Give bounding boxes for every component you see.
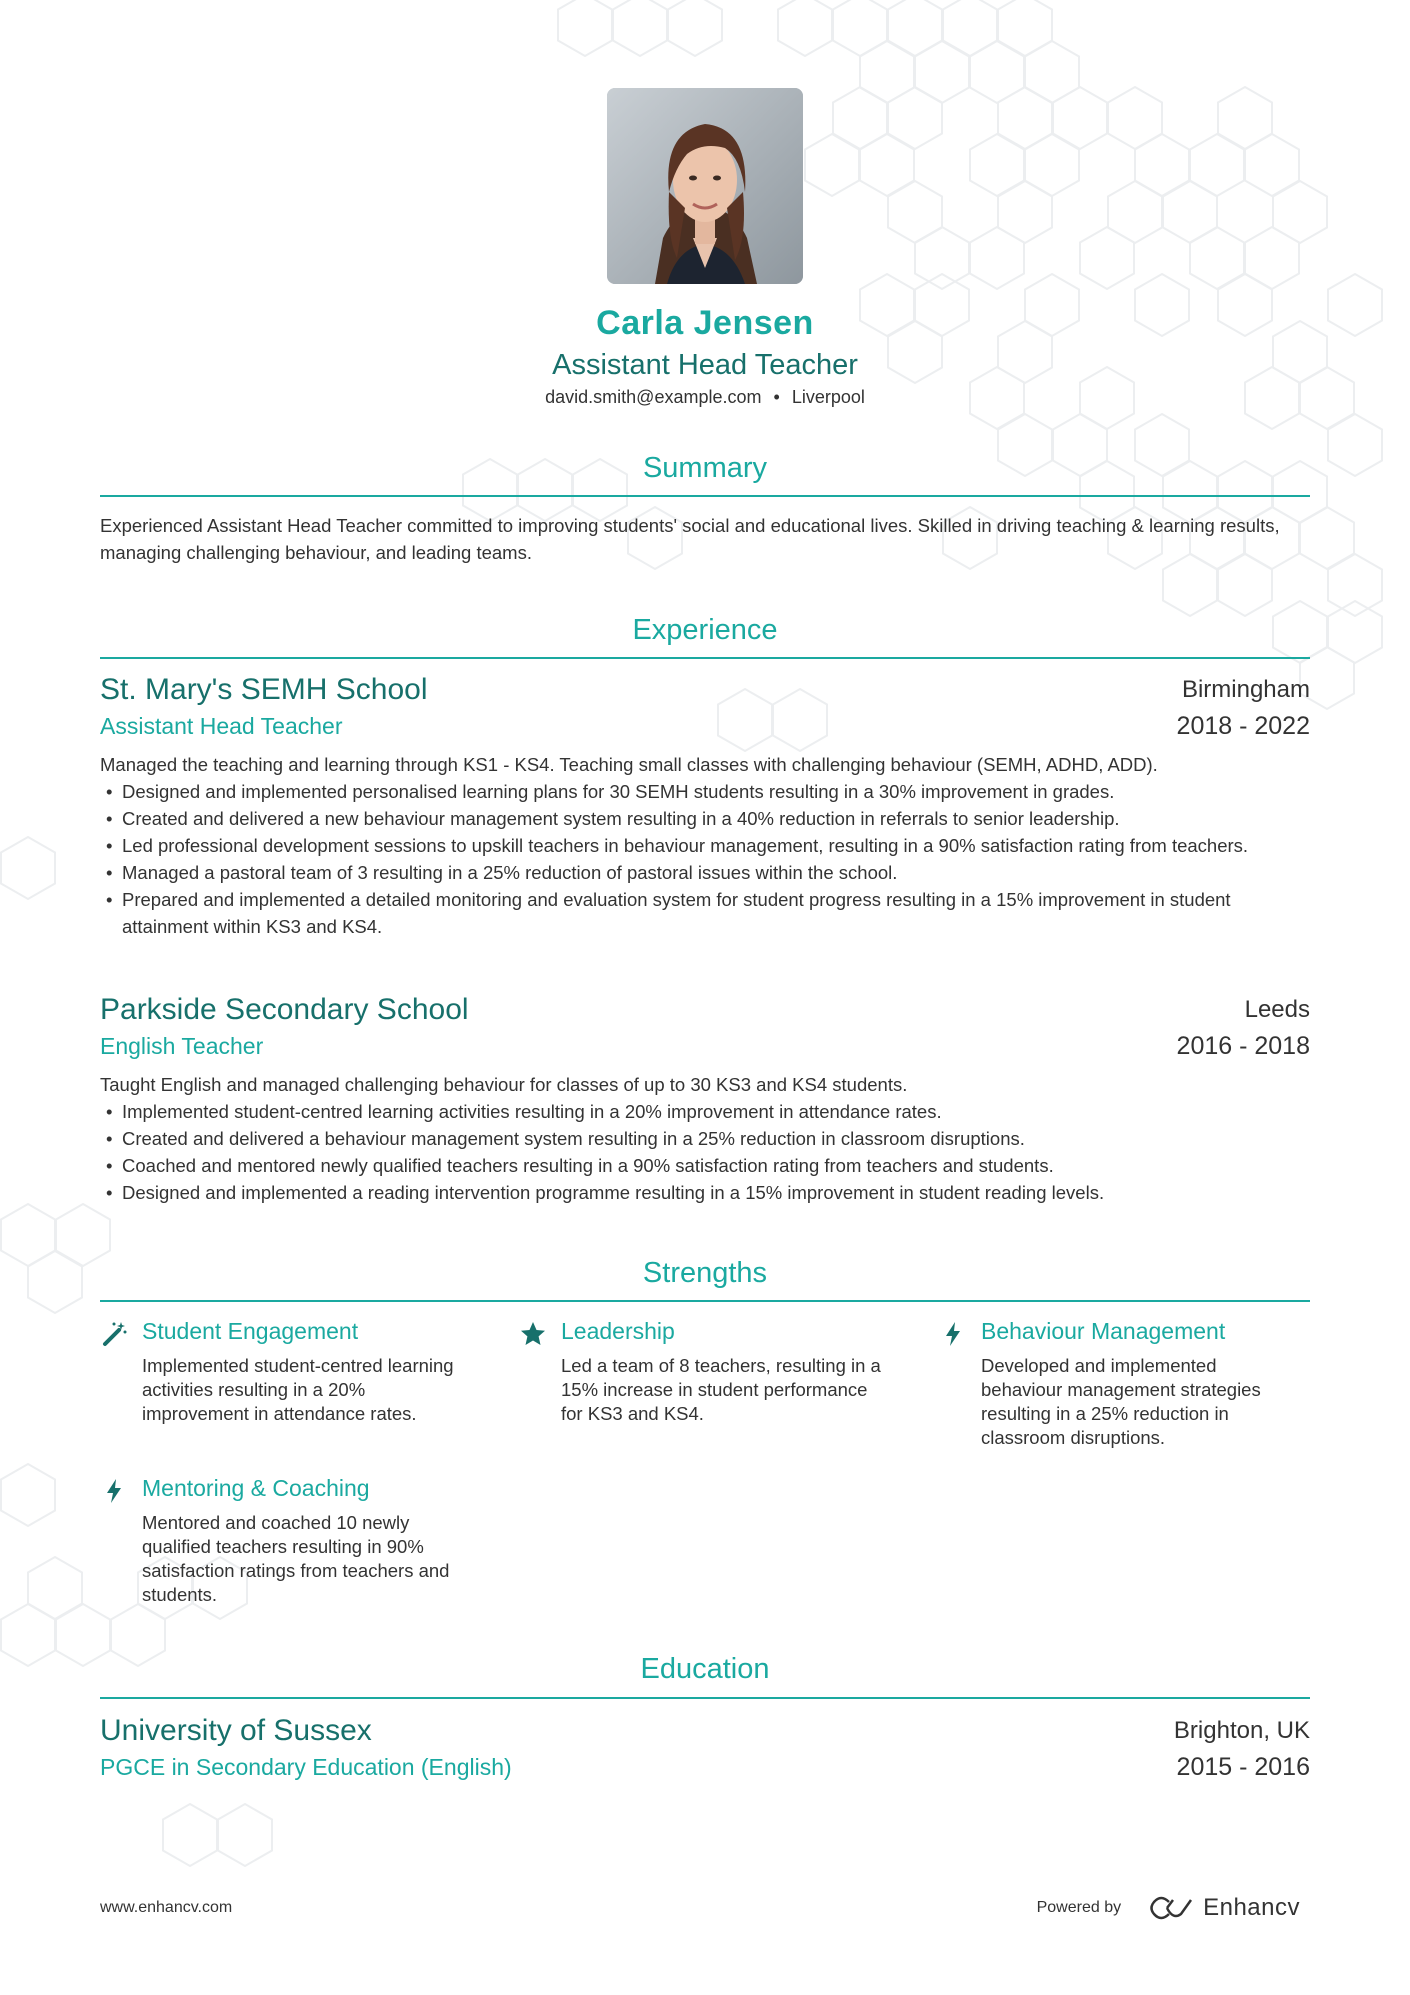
star-icon xyxy=(519,1320,547,1348)
list-item: • Designed and implemented a reading intervention programme resulting in a 15% improvement in student reading levels. xyxy=(106,1182,1105,1203)
job-location: Leeds xyxy=(1244,996,1310,1023)
job-location: Birmingham xyxy=(1181,676,1310,703)
strength-item xyxy=(100,1318,460,1448)
magic-wand-icon xyxy=(100,1320,128,1348)
job-dates: 2018 - 2022 xyxy=(1176,712,1310,740)
lightning-icon xyxy=(939,1320,967,1348)
education-location: Brighton, UK xyxy=(1173,1717,1310,1744)
list-item: • Managed a pastoral team of 3 resulting in a 25% reduction of pastoral issues within the school. xyxy=(106,862,898,883)
job-organization: St. Mary's SEMH School xyxy=(100,673,428,706)
list-item: • Created and delivered a behaviour management system resulting in a 25% reduction in classroom disruptions. xyxy=(106,1128,1025,1149)
job-bullet-list xyxy=(100,1098,1310,1206)
strength-description: Developed and implemented behaviour management strategies resulting in a 25% reduction in classroom disruptions. xyxy=(981,1355,1261,1448)
education-degree: PGCE in Secondary Education (English) xyxy=(100,1754,512,1780)
job-bullet-list xyxy=(100,778,1310,940)
strength-item xyxy=(519,1318,879,1448)
section-title-strengths: Strengths xyxy=(642,1257,768,1289)
brand-name: Enhancv xyxy=(1203,1894,1300,1921)
bullet-text: Designed and implemented a reading intervention programme resulting in a 15% improvement in student reading levels. xyxy=(122,1182,1105,1203)
contact-separator: • xyxy=(773,387,780,407)
section-title-summary: Summary xyxy=(642,452,768,484)
job-role: Assistant Head Teacher xyxy=(100,713,343,739)
section-title-education: Education xyxy=(640,1653,770,1685)
email-link[interactable]: david.smith@example.com xyxy=(545,387,762,407)
strength-item xyxy=(939,1318,1299,1448)
section-divider xyxy=(100,1697,1310,1699)
job-role: English Teacher xyxy=(100,1033,264,1059)
section-divider xyxy=(100,1300,1310,1302)
list-item: • Prepared and implemented a detailed monitoring and evaluation system for student progress resulting in a 15% improvement in student attainment within KS3 and KS4. xyxy=(106,889,1231,937)
job-dates: 2016 - 2018 xyxy=(1176,1032,1310,1060)
strength-title: Student Engagement xyxy=(142,1318,359,1344)
bullet-text: Prepared and implemented a detailed monitoring and evaluation system for student progress resulting in a 15% improvement in student attainment within KS3 and KS4. xyxy=(122,889,1231,937)
list-item: • Created and delivered a new behaviour management system resulting in a 40% reduction in referrals to senior leadership. xyxy=(106,808,1120,829)
bullet-text: Designed and implemented personalised learning plans for 30 SEMH students resulting in a 30% improvement in grades. xyxy=(122,781,1115,802)
candidate-name: Carla Jensen xyxy=(596,304,814,342)
footer-website-link[interactable]: www.enhancv.com xyxy=(100,1899,233,1916)
section-divider xyxy=(100,657,1310,659)
footer-branding xyxy=(1037,1888,1300,1928)
list-item: • Coached and mentored newly qualified teachers resulting in a 90% satisfaction rating from teachers and students. xyxy=(106,1155,1054,1176)
powered-by-text: Powered by xyxy=(1036,1899,1122,1916)
lightning-icon xyxy=(100,1477,128,1505)
list-item: • Led professional development sessions to upskill teachers in behaviour management, resulting in a 90% satisfaction rating from teachers. xyxy=(106,835,1249,856)
strength-description: Implemented student-centred learning activities resulting in a 20% improvement in attendance rates. xyxy=(142,1355,454,1424)
job-description: Taught English and managed challenging behaviour for classes of up to 30 KS3 and KS4 students. xyxy=(100,1074,908,1095)
job-organization: Parkside Secondary School xyxy=(100,993,469,1026)
enhancv-logo-icon xyxy=(1149,1896,1195,1920)
location-text: Liverpool xyxy=(791,387,865,407)
section-divider xyxy=(100,495,1310,497)
strength-item xyxy=(100,1475,460,1605)
strength-description: Led a team of 8 teachers, resulting in a 15% increase in student performance for KS3 and KS4. xyxy=(561,1355,881,1424)
bullet-text: Created and delivered a behaviour management system resulting in a 25% reduction in classroom disruptions. xyxy=(122,1128,1025,1149)
contact-line xyxy=(0,387,1410,408)
education-institution: University of Sussex xyxy=(100,1714,372,1747)
section-title-experience: Experience xyxy=(632,614,778,646)
list-item: • Designed and implemented personalised learning plans for 30 SEMH students resulting in a 30% improvement in grades. xyxy=(106,781,1115,802)
education-dates: 2015 - 2016 xyxy=(1176,1753,1310,1781)
strength-title: Leadership xyxy=(561,1318,675,1344)
bullet-text: Created and delivered a new behaviour management system resulting in a 40% reduction in referrals to senior leadership. xyxy=(122,808,1120,829)
summary-text: Experienced Assistant Head Teacher committed to improving students' social and educational lives. Skilled in driving teaching & learning results, managing challenging behaviour, and leading teams. xyxy=(100,515,1280,563)
list-item: • Implemented student-centred learning activities resulting in a 20% improvement in attendance rates. xyxy=(106,1101,942,1122)
bullet-text: Managed a pastoral team of 3 resulting in a 25% reduction of pastoral issues within the school. xyxy=(122,862,898,883)
strength-title: Behaviour Management xyxy=(981,1318,1226,1344)
bullet-text: Implemented student-centred learning activities resulting in a 20% improvement in attendance rates. xyxy=(122,1101,942,1122)
job-description: Managed the teaching and learning through KS1 - KS4. Teaching small classes with challenging behaviour (SEMH, ADHD, ADD). xyxy=(100,754,1158,775)
candidate-headline: Assistant Head Teacher xyxy=(552,349,858,381)
bullet-text: Coached and mentored newly qualified teachers resulting in a 90% satisfaction rating from teachers and students. xyxy=(122,1155,1054,1176)
profile-photo xyxy=(607,88,803,284)
strength-title: Mentoring & Coaching xyxy=(142,1475,370,1501)
bullet-text: Led professional development sessions to upskill teachers in behaviour management, resulting in a 90% satisfaction rating from teachers. xyxy=(122,835,1249,856)
strength-description: Mentored and coached 10 newly qualified teachers resulting in 90% satisfaction ratings from teachers and students. xyxy=(142,1512,450,1605)
